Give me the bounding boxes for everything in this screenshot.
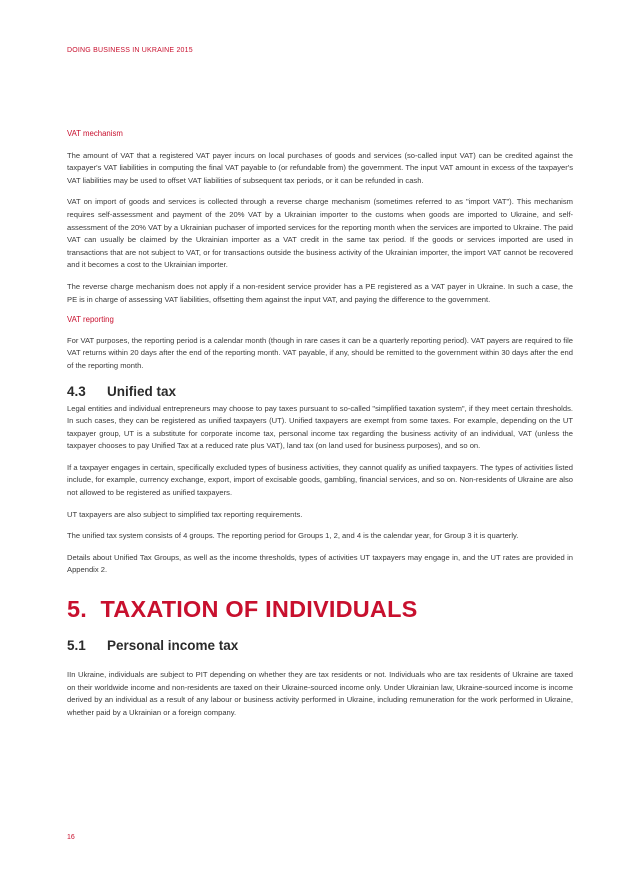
section-number: 5.1 [67, 638, 86, 654]
vat-mechanism-paragraph-1: The amount of VAT that a registered VAT payer incurs on local purchases of goods and services (so-called input VAT) can be credited against the taxpayer's VAT liabilities in computing the final VAT payable to (or refundable from) the government. The input VAT amount in excess of the taxpayer's VAT liabilities may be used to offset VAT liabilities of subsequent tax periods, or it can be refunded in cash. [67, 150, 573, 185]
unified-tax-paragraph-1: Legal entities and individual entrepreneurs may choose to pay taxes pursuant to so-called "simplified taxation system", if they meet certain thresholds. In such cases, they can be registered as unified taxpayers (UT). Unified taxpayers are exempt from some taxes. For example, depending on the UT taxpayer group, UT is a substitute for corporate income tax, personal income tax regarding the business activity of an individual, VAT (unless the taxpayer chooses to pay Unified Tax at a reduced rate plus VAT), land tax (on land used for business purposes), and so on. [67, 403, 573, 451]
section-title: Personal income tax [107, 638, 239, 654]
personal-income-tax-heading [67, 637, 573, 655]
vat-reporting-heading: VAT reporting [67, 315, 114, 325]
page-body [67, 128, 573, 719]
unified-tax-paragraph-5: Details about Unified Tax Groups, as well as the income thresholds, types of activities UT taxpayers may engage in, and the UT rates are provided in Appendix 2. [67, 552, 573, 575]
unified-tax-paragraph-2: If a taxpayer engages in certain, specifically excluded types of business activities, they cannot qualify as unified taxpayers. The types of activities listed include, for example, currency exchange, export, import of excisable goods, gambling, financial services, and so on. Non-residents of Ukraine are also not allowed to be registered as unified taxpayers. [67, 462, 573, 498]
unified-tax-paragraph-4: The unified tax system consists of 4 groups. The reporting period for Groups 1, 2, and 4 is the calendar year, for Group 3 it is quarterly. [67, 531, 519, 541]
vat-mechanism-paragraph-2: VAT on import of goods and services is collected through a reverse charge mechanism (sometimes referred to as "import VAT"). This mechanism requires self-assessment and payment of the 20% VAT by a Ukrainian importer to the customs when goods are imported to Ukraine, and self-assessment of the 20% VAT by a Ukrainian puchaser of imported services for the reporting month when the services are imported to Ukraine. The paid VAT can usually be claimed by the Ukrainian importer as a VAT credit in the same tax period. If the goods or services imported are used in transactions that are not subject to VAT, or for transactions outside the business activity of the Ukrainian importer, the import VAT cannot be recovered and it becomes a cost to the Ukrainian importer. [67, 197, 573, 270]
page-number: 16 [67, 834, 75, 841]
chapter-number: 5. [67, 596, 87, 623]
personal-income-tax-paragraph-1: IIn Ukraine, individuals are subject to PIT depending on whether they are tax residents or not. Individuals who are tax residents of Ukraine are taxed on their worldwide income and non-residents are taxed on their Ukraine-sourced income only. Under Ukrainian law, Ukraine-sourced income is income derived by an individual as a result of any labour or business activity performed in Ukraine, including remuneration for the work performed in Ukraine, whether paid by a Ukrainian or a foreign company. [67, 670, 573, 717]
chapter-heading [67, 595, 573, 623]
unified-tax-heading [67, 383, 573, 401]
vat-mechanism-paragraph-3: The reverse charge mechanism does not apply if a non-resident service provider has a PE registered as a VAT payer in Ukraine. In such a case, the PE is in charge of assessing VAT liabilities, offsetting them against the input VAT, and paying the difference to the government. [67, 281, 573, 304]
section-title: Unified tax [107, 383, 177, 399]
running-header: DOING BUSINESS IN UKRAINE 2015 [67, 47, 193, 54]
unified-tax-paragraph-3: UT taxpayers are also subject to simplified tax reporting requirements. [67, 509, 303, 519]
vat-mechanism-heading: VAT mechanism [67, 129, 123, 138]
vat-reporting-paragraph-1: For VAT purposes, the reporting period is a calendar month (though in rare cases it can be a quarterly reporting period). VAT payers are required to file VAT returns within 20 days after the end of the reporting month. VAT payable, if any, should be remitted to the government within 30 days after the end of the reporting month. [67, 335, 573, 370]
section-number: 4.3 [67, 383, 86, 399]
chapter-title: TAXATION OF INDIVIDUALS [100, 596, 418, 623]
